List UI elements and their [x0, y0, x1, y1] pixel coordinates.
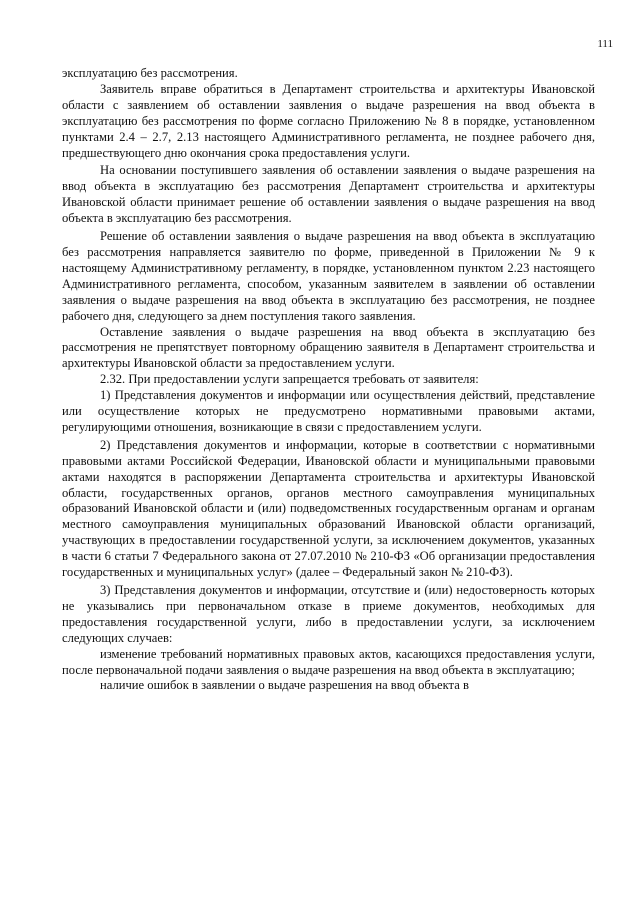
paragraph-exception-1: изменение требований нормативных правовых актов, касающихся предоставления услуги, после первоначальной подачи заявления о выдаче разрешения на ввод объекта в эксплуатацию; — [62, 646, 595, 677]
document-body — [62, 66, 595, 694]
page-number: 111 — [597, 38, 613, 50]
paragraph-continuation: эксплуатацию без рассмотрения. — [62, 66, 238, 80]
paragraph-applicant-right: Заявитель вправе обратиться в Департамент строительства и архитектуры Ивановской области с заявлением об оставлении заявления о выдаче разрешения на ввод объекта в эксплуатацию без рассмотрения по форме согласно Приложению № 8 в порядке, установленном пунктами 2.4 – 2.7, 2.13 настоящего Административного регламента, не позднее рабочего дня, предшествующего дню окончания срока предоставления услуги. — [62, 81, 595, 160]
paragraph-exception-2: наличие ошибок в заявлении о выдаче разрешения на ввод объекта в — [100, 678, 469, 693]
paragraph-decision-sending: Решение об оставлении заявления о выдаче разрешения на ввод объекта в эксплуатацию без рассмотрения направляется заявителю по форме, приведенной в Приложении № 9 к настоящему Административному регламенту, в порядке, установленном пунктом 2.23 настоящего Административного регламента, способом, указанным заявителем в заявлении об оставлении заявления о выдаче разрешения на ввод объекта в эксплуатацию без рассмотрения, не позднее рабочего дня, следующего за днем поступления такого заявления. — [62, 229, 595, 323]
paragraph-item-2: 2) Представления документов и информации, которые в соответствии с нормативными правовыми актами Российской Федерации, Ивановской области и муниципальными правовыми актами находятся в распоряжении Департамента строительства и архитектуры Ивановской области, государственных органов, органов местного самоуправления муниципальных образований Ивановской области и (или) подведомственных государственным органам и органам местного самоуправления муниципальных образований Ивановской области организаций, участвующих в предоставлении государственной услуги, за исключением документов, указанных в части 6 статьи 7 Федерального закона от 27.07.2010 № 210-ФЗ «Об организации предоставления государственных и муниципальных услуг» (далее – Федеральный закон № 210-ФЗ). — [62, 437, 595, 580]
paragraph-no-obstacle: Оставление заявления о выдаче разрешения на ввод объекта в эксплуатацию без рассмотрения не препятствует повторному обращению заявителя в Департамент строительства и архитектуры Ивановской области за предоставлением услуги. — [62, 324, 595, 371]
paragraph-section-2-32: 2.32. При предоставлении услуги запрещается требовать от заявителя: — [100, 372, 479, 387]
paragraph-item-1: 1) Представления документов и информации или осуществления действий, представление или осуществление которых не предусмотрено нормативными правовыми актами, регулирующими отношения, возникающие в связи с предоставлением услуги. — [62, 388, 595, 434]
paragraph-item-3: 3) Представления документов и информации, отсутствие и (или) недостоверность которых не указывались при первоначальном отказе в приеме документов, необходимых для предоставления государственной услуги, либо в предоставлении услуги, за исключением следующих случаев: — [62, 583, 595, 645]
paragraph-decision-basis: На основании поступившего заявления об оставлении заявления о выдаче разрешения на ввод объекта в эксплуатацию без рассмотрения Департамент строительства и архитектуры Ивановской области принимает решение об оставлении заявления о выдаче разрешения на ввод объекта в эксплуатацию без рассмотрения. — [62, 163, 595, 226]
